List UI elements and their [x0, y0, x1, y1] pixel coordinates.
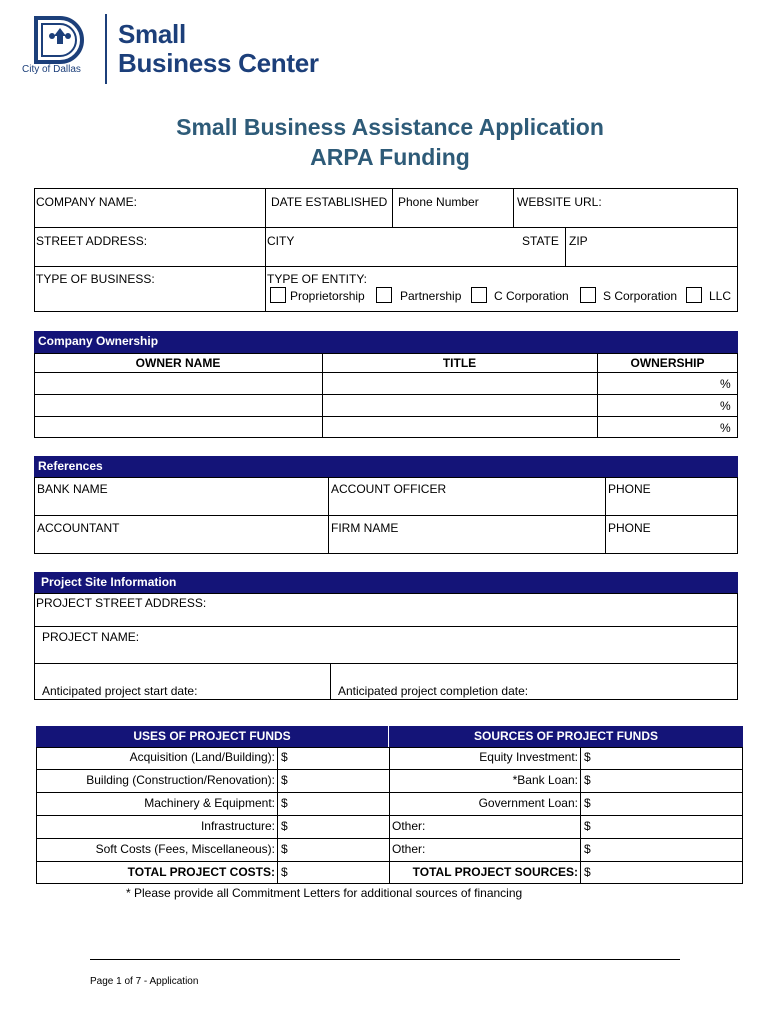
website-url-field[interactable]: WEBSITE URL:	[517, 195, 602, 209]
uses-soft-costs-label: Soft Costs (Fees, Miscellaneous):	[95, 842, 275, 856]
uses-building-amount[interactable]: $	[281, 773, 288, 787]
row-divider	[34, 394, 738, 395]
owner-name-column-header: OWNER NAME	[135, 356, 221, 370]
firm-name-field[interactable]: FIRM NAME	[331, 521, 399, 535]
row-divider	[34, 626, 738, 627]
account-officer-field[interactable]: ACCOUNT OFFICER	[331, 482, 447, 496]
uses-of-funds-header: USES OF PROJECT FUNDS	[36, 726, 388, 747]
row-divider	[34, 663, 738, 664]
total-project-costs-amount[interactable]: $	[281, 865, 288, 879]
footer-rule	[90, 959, 680, 960]
page-footer: Page 1 of 7 - Application	[90, 976, 199, 987]
phone-number-field[interactable]: Phone Number	[398, 195, 479, 209]
c-corporation-label: C Corporation	[494, 289, 569, 303]
sources-other-2-amount[interactable]: $	[584, 842, 591, 856]
city-of-dallas-logo-icon	[34, 14, 102, 68]
s-corporation-checkbox[interactable]	[580, 287, 596, 303]
sources-equity-label: Equity Investment:	[479, 750, 578, 764]
col-divider	[277, 747, 278, 884]
col-divider	[513, 188, 514, 227]
llc-checkbox[interactable]	[686, 287, 702, 303]
uses-infrastructure-amount[interactable]: $	[281, 819, 288, 833]
logo-line-1: Small	[118, 19, 186, 49]
company-ownership-header: Company Ownership	[34, 331, 738, 353]
s-corporation-label: S Corporation	[603, 289, 678, 303]
c-corporation-checkbox[interactable]	[471, 287, 487, 303]
zip-field[interactable]: ZIP	[569, 234, 588, 248]
title-column-header: TITLE	[442, 356, 477, 370]
logo-line-2: Business Center	[118, 48, 319, 78]
logo-divider	[105, 14, 107, 84]
bank-phone-field[interactable]: PHONE	[608, 482, 651, 496]
sources-equity-amount[interactable]: $	[584, 750, 591, 764]
col-divider	[580, 747, 581, 884]
uses-machinery-label: Machinery & Equipment:	[144, 796, 275, 810]
total-project-sources-amount[interactable]: $	[584, 865, 591, 879]
partnership-checkbox[interactable]	[376, 287, 392, 303]
llc-label: LLC	[709, 289, 732, 303]
state-field[interactable]: STATE	[522, 234, 559, 248]
proprietorship-label: Proprietorship	[290, 289, 365, 303]
ownership-percent-2[interactable]: %	[720, 399, 731, 413]
project-name-field[interactable]: PROJECT NAME:	[42, 630, 140, 644]
sources-other-2-label[interactable]: Other:	[392, 842, 426, 856]
project-site-header: Project Site Information	[34, 572, 738, 593]
col-divider	[328, 477, 329, 554]
project-completion-date-field[interactable]: Anticipated project completion date:	[338, 684, 529, 698]
sources-bank-loan-amount[interactable]: $	[584, 773, 591, 787]
row-divider	[34, 266, 738, 267]
row-divider	[34, 515, 738, 516]
type-of-entity-label: TYPE OF ENTITY:	[267, 272, 368, 286]
uses-infrastructure-label: Infrastructure:	[200, 819, 275, 833]
uses-acquisition-amount[interactable]: $	[281, 750, 288, 764]
ownership-column-header: OWNERSHIP	[630, 356, 705, 370]
row-divider	[34, 416, 738, 417]
ownership-percent-3[interactable]: %	[720, 421, 731, 435]
col-divider	[392, 188, 393, 227]
uses-building-label: Building (Construction/Renovation):	[86, 773, 275, 787]
sources-other-1-amount[interactable]: $	[584, 819, 591, 833]
row-divider	[34, 227, 738, 228]
accountant-phone-field[interactable]: PHONE	[608, 521, 651, 535]
proprietorship-checkbox[interactable]	[270, 287, 286, 303]
total-project-sources-label: TOTAL PROJECT SOURCES:	[412, 865, 578, 879]
company-name-field[interactable]: COMPANY NAME:	[36, 195, 137, 209]
col-divider	[605, 477, 606, 554]
uses-machinery-amount[interactable]: $	[281, 796, 288, 810]
logo-wordmark	[118, 20, 319, 78]
street-address-field[interactable]: STREET ADDRESS:	[36, 234, 148, 248]
total-project-costs-label: TOTAL PROJECT COSTS:	[127, 865, 275, 879]
type-of-business-field[interactable]: TYPE OF BUSINESS:	[36, 272, 155, 286]
page-title: Small Business Assistance Application	[176, 114, 604, 140]
bank-name-field[interactable]: BANK NAME	[37, 482, 108, 496]
city-field[interactable]: CITY	[267, 234, 295, 248]
commitment-letters-note: * Please provide all Commitment Letters for additional sources of financing	[126, 886, 523, 900]
col-divider	[565, 227, 566, 266]
col-divider	[389, 747, 390, 884]
accountant-field[interactable]: ACCOUNTANT	[37, 521, 120, 535]
sources-of-funds-header: SOURCES OF PROJECT FUNDS	[389, 726, 743, 747]
partnership-label: Partnership	[400, 289, 462, 303]
sources-government-loan-amount[interactable]: $	[584, 796, 591, 810]
row-divider	[34, 372, 738, 373]
project-start-date-field[interactable]: Anticipated project start date:	[42, 684, 198, 698]
sources-bank-loan-label: *Bank Loan:	[512, 773, 578, 787]
uses-soft-costs-amount[interactable]: $	[281, 842, 288, 856]
ownership-percent-1[interactable]: %	[720, 377, 731, 391]
uses-acquisition-label: Acquisition (Land/Building):	[129, 750, 275, 764]
project-street-address-field[interactable]: PROJECT STREET ADDRESS:	[36, 596, 207, 610]
page-subtitle: ARPA Funding	[310, 144, 470, 170]
sources-other-1-label[interactable]: Other:	[392, 819, 426, 833]
references-header: References	[34, 456, 738, 477]
date-established-field[interactable]: DATE ESTABLISHED	[271, 195, 388, 209]
sources-government-loan-label: Government Loan:	[478, 796, 578, 810]
col-divider	[265, 188, 266, 312]
logo-city-label: City of Dallas	[22, 64, 81, 75]
col-divider	[330, 663, 331, 700]
